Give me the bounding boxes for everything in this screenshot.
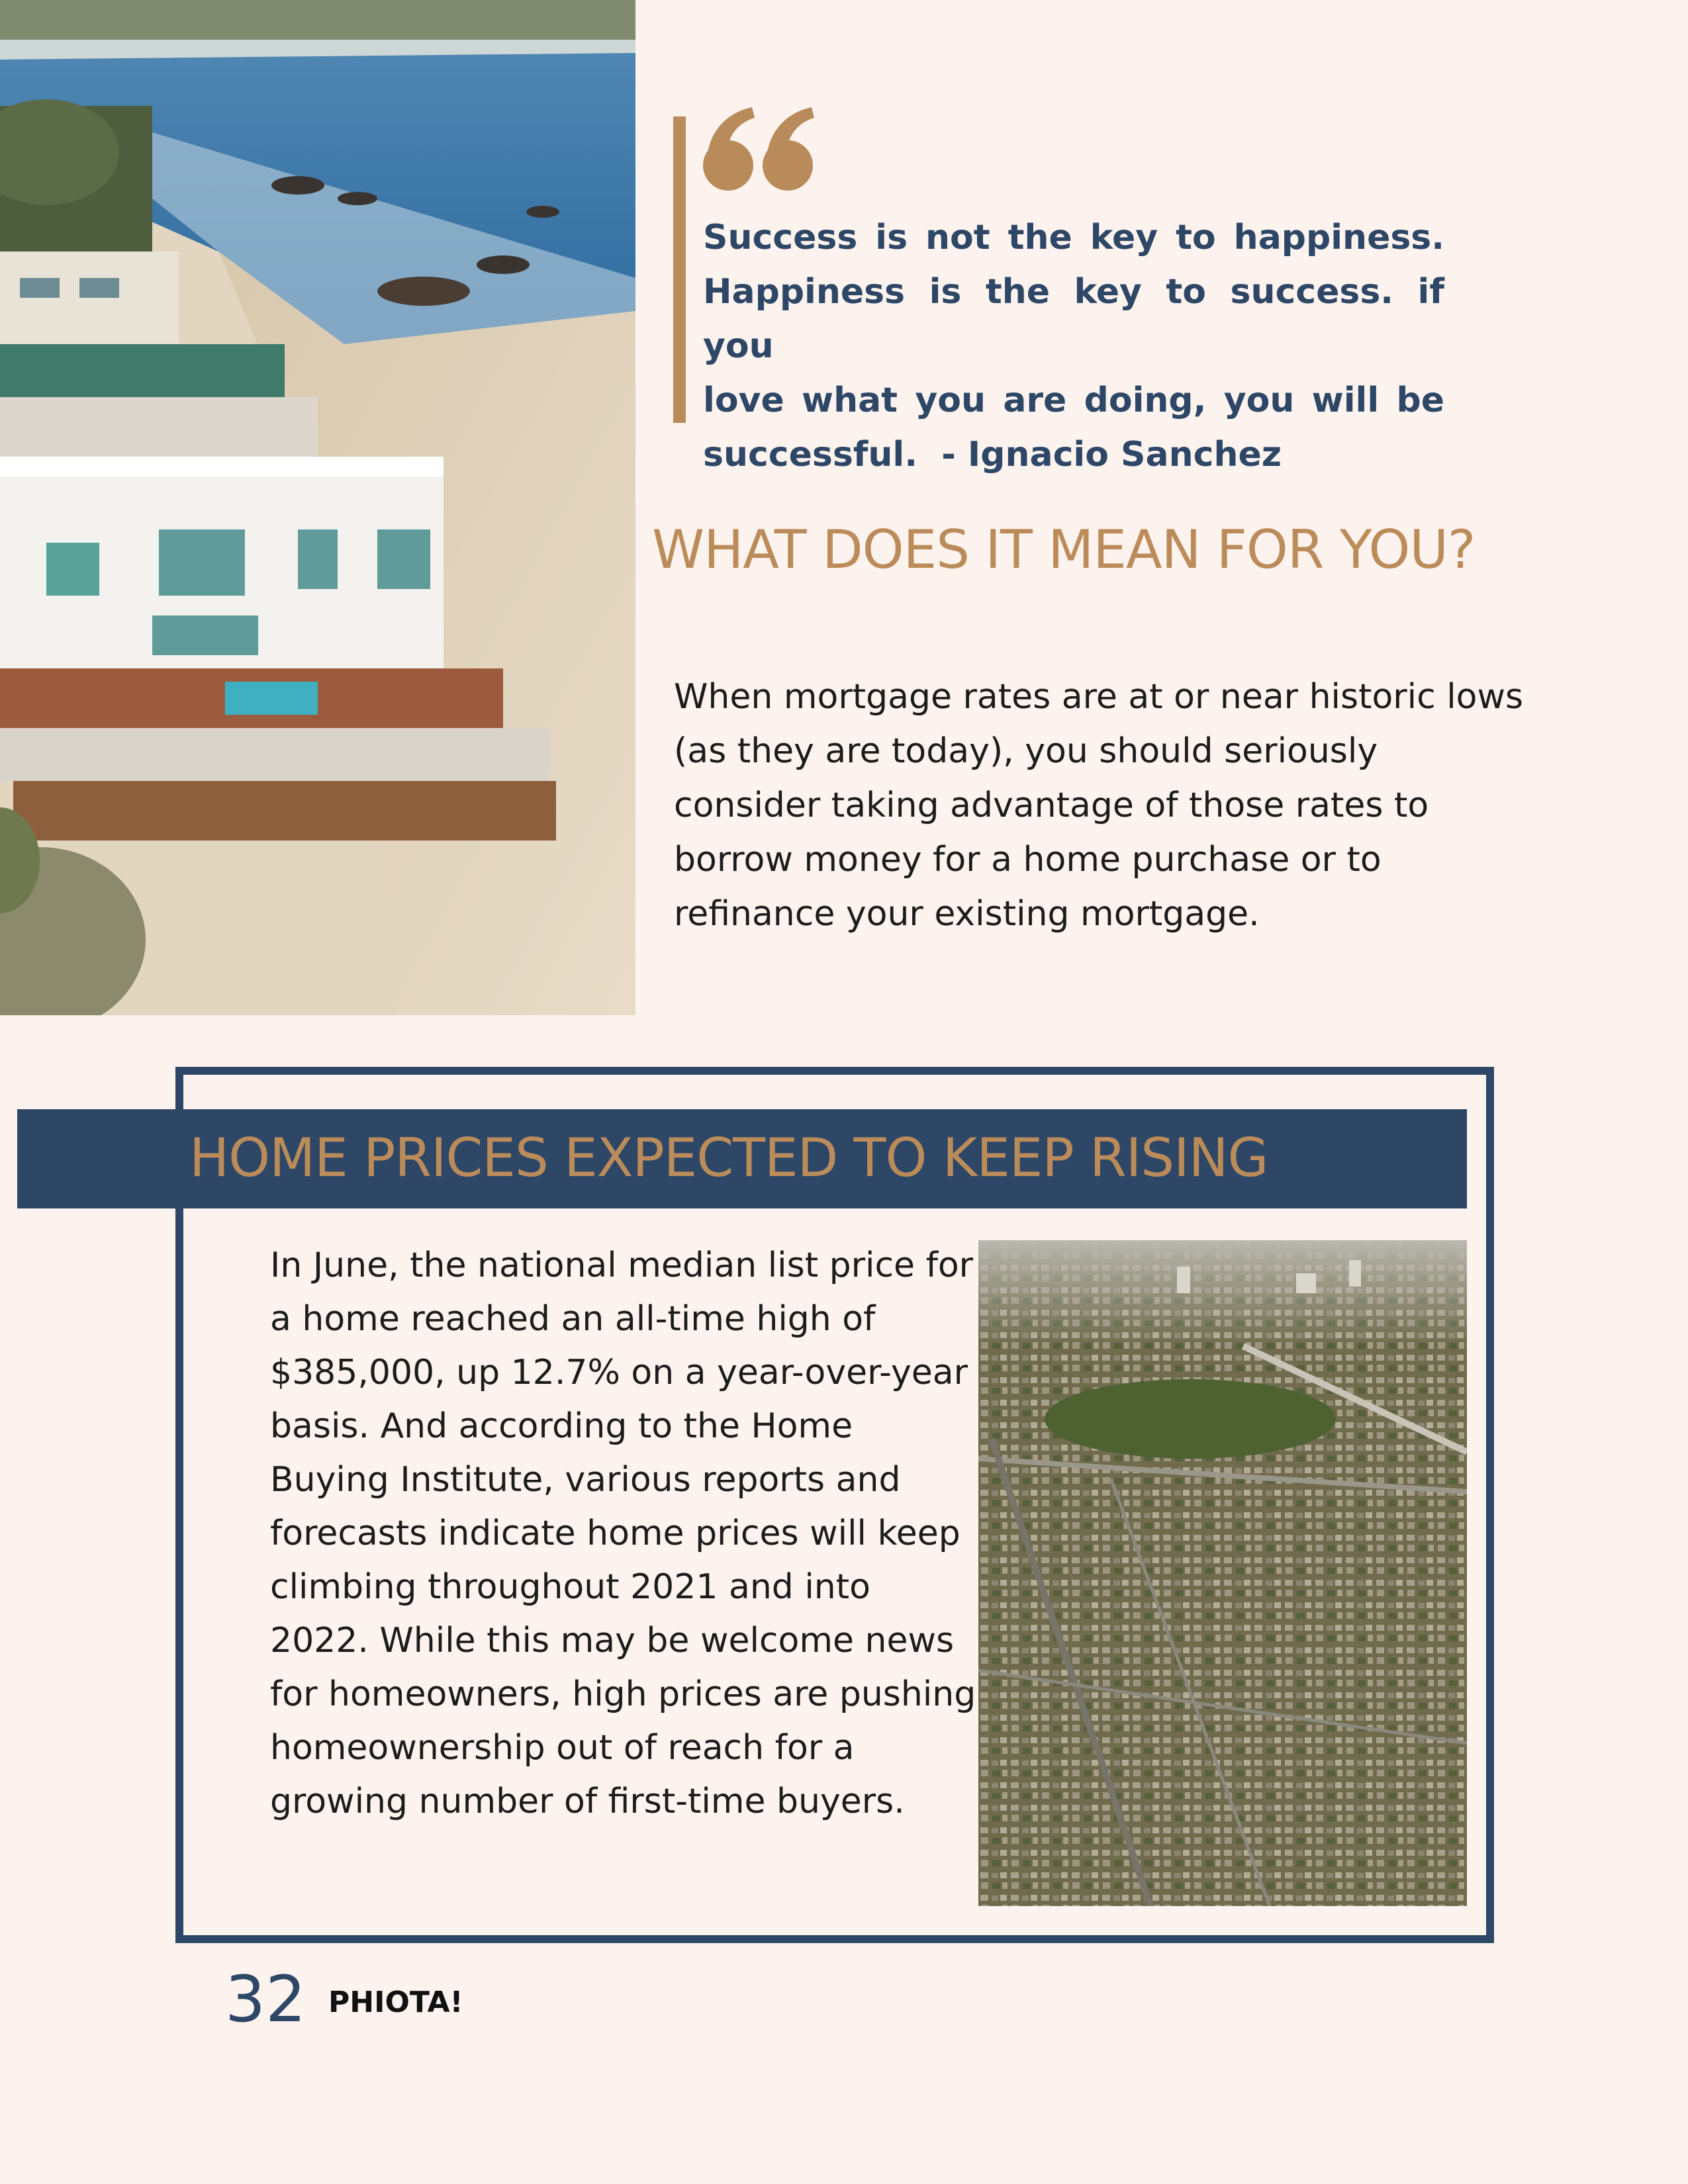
quote-line: successful. - Ignacio Sanchez	[703, 435, 1282, 475]
coastal-beach-house-photo	[0, 0, 635, 1015]
quote-line: love what you are doing, you will be	[703, 381, 1444, 420]
section-body: When mortgage rates are at or near historic lows (as they are today), you should seriously consider taking advantage of those rates to borrow money for a home purchase or to refinance your existing mortgage.	[674, 677, 1524, 934]
home-prices-heading: HOME PRICES EXPECTED TO KEEP RISING	[189, 1127, 1268, 1189]
aerial-suburb-photo	[978, 1240, 1467, 1906]
quote-accent-bar	[673, 116, 686, 423]
section-heading: WHAT DOES IT MEAN FOR YOU?	[652, 519, 1476, 580]
magazine-name: PHIOTA!	[328, 1985, 463, 2019]
quote-text	[703, 210, 1444, 482]
quote-line: Success is not the key to happiness.	[703, 218, 1444, 257]
quotation-mark-icon	[700, 99, 820, 205]
page-number: 32	[225, 1962, 306, 2036]
quote-line: Happiness is the key to success. if you	[703, 272, 1444, 366]
home-prices-body: In June, the national median list price for a home reached an all-time high of $385,000, up 12.7% on a year-over-year basis. And according to the Home Buying Institute, various reports and forecasts indicate home prices will keep climbing throughout 2021 and into 2022. While this may be welcome news for homeowners, high prices are pushing homeownership out of reach for a growing number of first-time buyers.	[270, 1246, 976, 1821]
